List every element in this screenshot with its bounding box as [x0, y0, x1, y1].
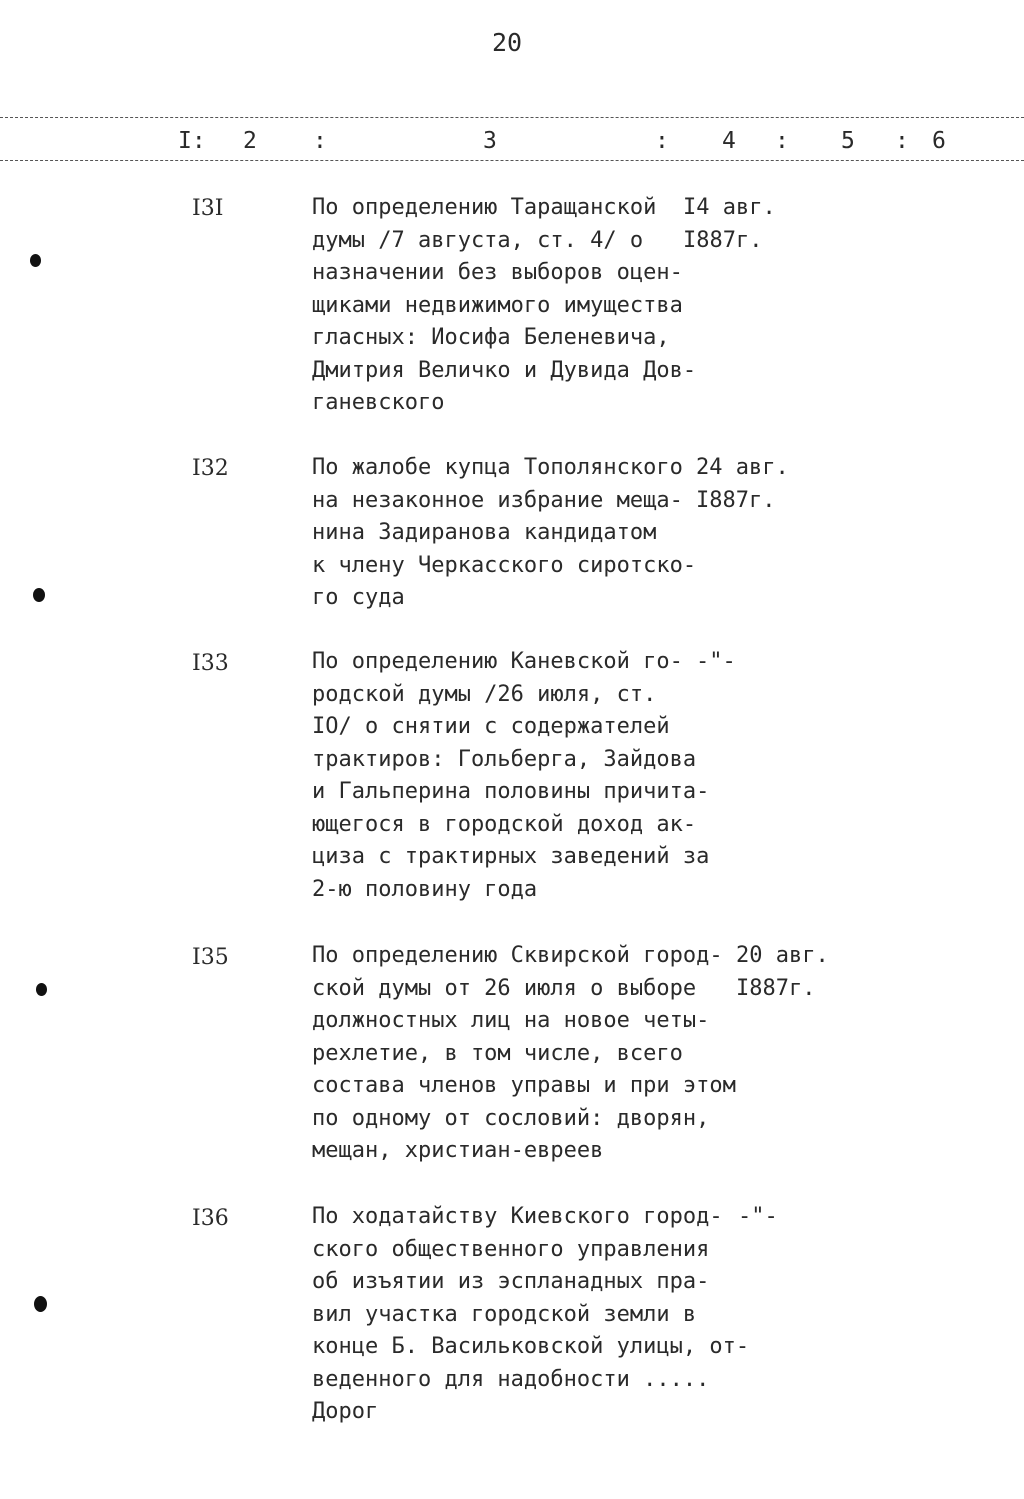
text-line: IO/ о снятии с содержателей	[312, 714, 670, 739]
text-line: По определению Каневской го-	[312, 649, 683, 674]
text-line: назначении без выборов оцен-	[312, 260, 683, 285]
text-line: По жалобе купца Тополянского	[312, 455, 683, 480]
text-line: состава членов управы и при этом	[312, 1073, 736, 1098]
text-line: по одному от сословий: дворян,	[312, 1105, 710, 1131]
entry-number: I35	[192, 945, 229, 970]
column-header-3: 3	[483, 128, 497, 154]
column-separator: :	[895, 128, 909, 154]
entry-description	[312, 452, 752, 615]
text-line: на незаконное избрание меща-	[312, 487, 683, 513]
entry-number: I32	[192, 456, 229, 481]
date-line: I887г.	[683, 227, 763, 253]
column-separator: :	[655, 128, 669, 154]
entry-date	[683, 192, 776, 257]
date-line: I4 авг.	[683, 195, 776, 220]
column-header-2: 2	[243, 128, 257, 154]
text-line: и Гальперина половины причита-	[312, 779, 710, 804]
text-line: циза с трактирных заведений за	[312, 844, 710, 869]
text-line: конце Б. Васильковской улицы, от-	[312, 1334, 750, 1359]
text-line: нина Задиранова кандидатом	[312, 520, 657, 545]
date-line: 20 авг.	[736, 943, 829, 968]
entry-number: I3I	[192, 196, 224, 221]
column-separator: :	[313, 128, 327, 154]
date-line: I887г.	[696, 487, 776, 513]
entry-date	[736, 940, 829, 1005]
date-line: I887г.	[736, 975, 816, 1001]
text-line: По ходатайству Киевского город-	[312, 1204, 723, 1229]
date-line: -"-	[696, 649, 736, 674]
text-line: ского общественного управления	[312, 1236, 710, 1262]
text-line: ющегося в городской доход ак-	[312, 811, 697, 837]
punch-hole-mark	[34, 1296, 47, 1312]
text-line: По определению Таращанской	[312, 195, 657, 220]
entry-number: I33	[192, 651, 229, 676]
table-rule-bottom	[0, 160, 1024, 161]
entry-number: I36	[192, 1206, 229, 1231]
text-line: веденного для надобности .....	[312, 1366, 710, 1392]
entry-description	[312, 940, 752, 1168]
entry-date	[696, 452, 789, 517]
text-line: ганевского	[312, 390, 445, 415]
text-line: об изъятии из эспланадных пра-	[312, 1269, 710, 1294]
date-line: 24 авг.	[696, 455, 789, 480]
text-line: рехлетие, в том числе, всего	[312, 1040, 683, 1066]
date-line: -"-	[738, 1204, 778, 1229]
punch-hole-mark	[36, 983, 47, 996]
page-number: 20	[492, 28, 523, 57]
text-line: думы /7 августа, ст. 4/ о	[312, 227, 644, 253]
column-separator: :	[775, 128, 789, 154]
text-line: родской думы /26 июля, ст.	[312, 681, 657, 707]
text-line: должностных лиц на новое четы-	[312, 1008, 710, 1033]
text-line: Дорог	[312, 1399, 379, 1424]
column-header-4: 4	[722, 128, 736, 154]
text-line: вил участка городской земли в	[312, 1301, 697, 1327]
text-line: 2-ю половину года	[312, 876, 538, 902]
entry-date	[696, 646, 736, 679]
entry-description	[312, 646, 752, 906]
column-header-5: 5	[841, 128, 855, 154]
text-line: Дмитрия Величко и Дувида Дов-	[312, 357, 697, 383]
table-rule-top	[0, 117, 1024, 118]
text-line: По определению Сквирской город-	[312, 943, 723, 968]
text-line: к члену Черкасского сиротско-	[312, 552, 697, 578]
text-line: мещан, христиан-евреев	[312, 1138, 604, 1163]
entry-date	[738, 1201, 778, 1234]
text-line: го суда	[312, 585, 405, 610]
text-line: щиками недвижимого имущества	[312, 292, 683, 318]
column-header-1: I:	[178, 128, 206, 154]
entry-description	[312, 1201, 752, 1429]
punch-hole-mark	[33, 588, 45, 602]
text-line: гласных: Иосифа Беленевича,	[312, 325, 670, 350]
text-line: трактиров: Гольберга, Зайдова	[312, 746, 697, 772]
punch-hole-mark	[30, 254, 41, 267]
column-header-6: 6	[932, 128, 946, 154]
text-line: ской думы от 26 июля о выборе	[312, 975, 697, 1001]
